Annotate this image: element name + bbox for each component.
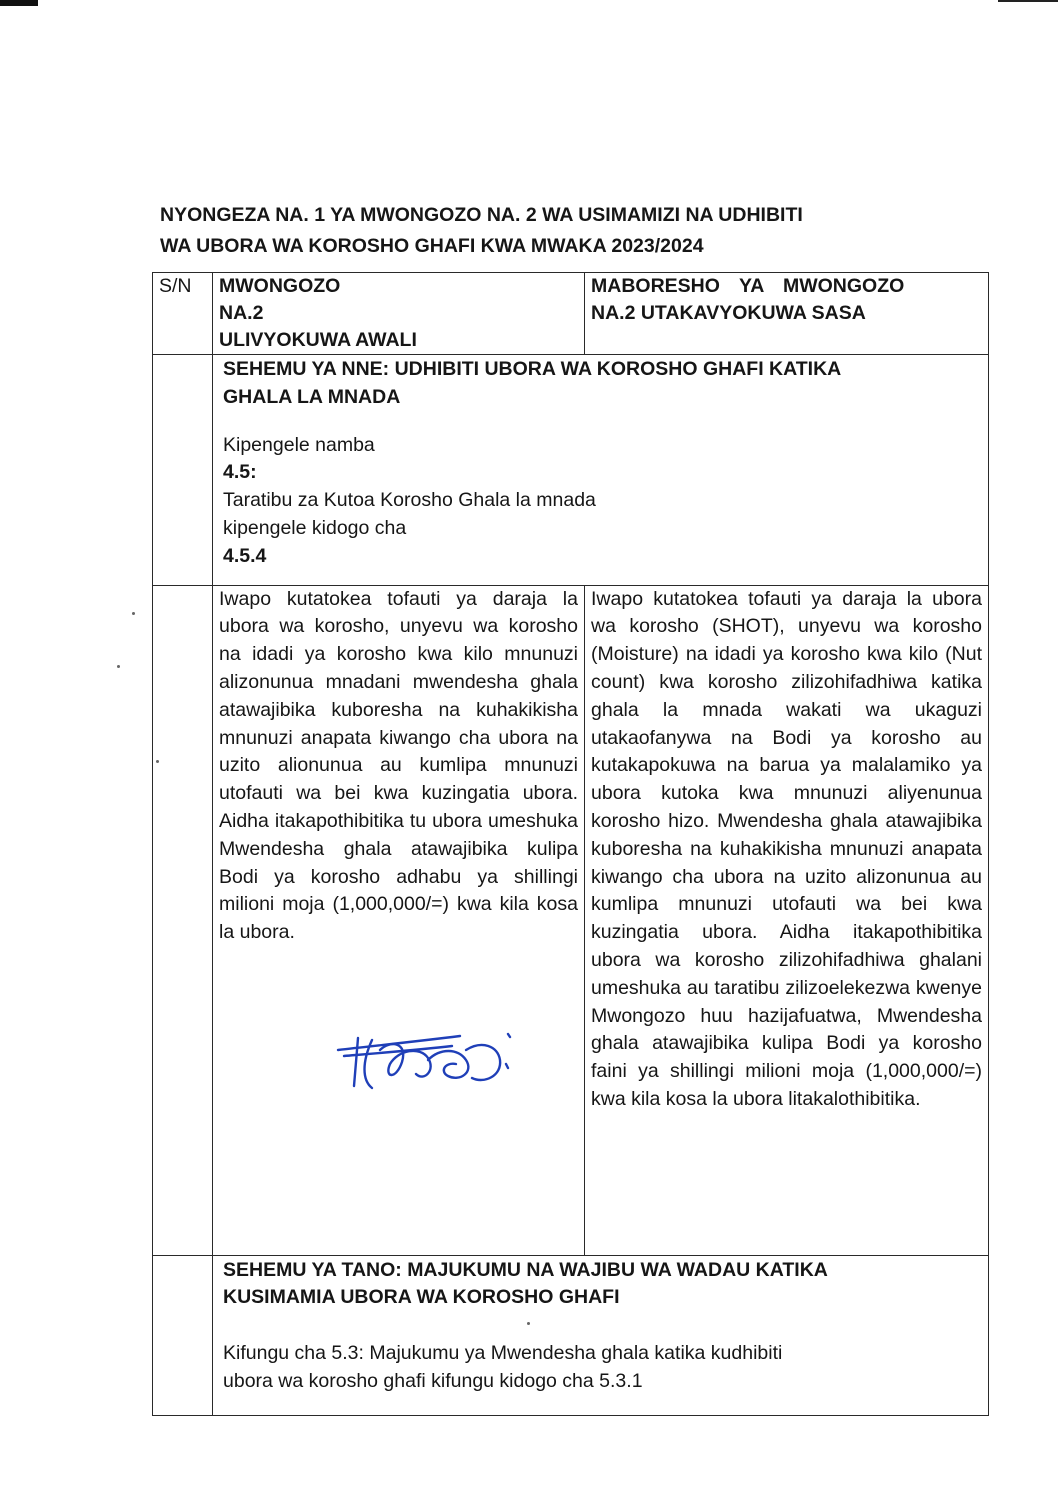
document-title bbox=[160, 200, 990, 262]
header-col1-line1-right: NA.2 bbox=[219, 302, 264, 324]
original-text-cell: Iwapo kutatokea tofauti ya daraja la ubora wa korosho, unyevu wa korosho na idadi ya korosho kwa kilo mnunuzi alizonunua mnadani mwendesha ghala atawajibika kuboresha na kuhakikisha mnunuzi anapata kiwango cha ubora na uzito alionunua au kumlipa mnunuzi utofauti wa bei kwa kuzingatia ubora. Aidha itakapothibitika tu ubora umeshuka Mwendesha ghala atawajibika kulipa Bodi ya korosho adhabu ya shillingi milioni moja (1,000,000/=) kwa kila kosa la ubora. bbox=[213, 585, 585, 1255]
section-5-sn-cell bbox=[153, 1255, 213, 1415]
scan-speck bbox=[132, 612, 135, 615]
section-4-sn-cell bbox=[153, 355, 213, 586]
section-4-sub-mid: Taratibu za Kutoa Korosho Ghala la mnada bbox=[223, 489, 596, 512]
section-4-title-line1: SEHEMU YA NNE: UDHIBITI UBORA WA KOROSHO GHAFI KATIKA bbox=[223, 358, 842, 380]
header-col2-line2: NA.2 UTAKAVYOKUWA SASA bbox=[591, 302, 866, 324]
comparison-sn-cell bbox=[153, 585, 213, 1255]
scan-speck bbox=[156, 760, 159, 763]
section-4-row bbox=[153, 355, 989, 586]
section-4-title-line2: GHALA LA MNADA bbox=[223, 385, 401, 408]
scan-speck bbox=[527, 1322, 530, 1325]
section-5-subtitle bbox=[223, 1340, 982, 1396]
table-header-row bbox=[153, 273, 989, 355]
section-4-sub-num2: 4.5.4 bbox=[223, 544, 267, 567]
scan-speck bbox=[117, 665, 120, 668]
title-line-2: WA UBORA WA KOROSHO GHAFI KWA MWAKA 2023/2024 bbox=[160, 235, 704, 257]
header-amended-guideline bbox=[585, 273, 989, 355]
section-5-sub-line1: Kifungu cha 5.3: Majukumu ya Mwendesha ghala katika kudhibiti bbox=[223, 1342, 783, 1365]
comparison-row bbox=[153, 585, 989, 1255]
section-4-sub-line2-prefix: kipengele kidogo cha bbox=[223, 516, 407, 539]
section-4-subtitle bbox=[223, 432, 982, 571]
section-5-title bbox=[223, 1257, 982, 1313]
section-5-cell bbox=[213, 1255, 989, 1415]
section-5-title-line2: KUSIMAMIA UBORA WA KOROSHO GHAFI bbox=[223, 1286, 620, 1309]
header-sn: S/N bbox=[153, 273, 213, 355]
section-4-sub-prefix: Kipengele namba bbox=[223, 433, 375, 456]
header-col2-line1: MABORESHO YA MWONGOZO bbox=[591, 275, 905, 297]
header-col1-line2: ULIVYOKUWA AWALI bbox=[219, 329, 417, 351]
section-4-cell bbox=[213, 355, 989, 586]
scan-edge-mark bbox=[998, 0, 1058, 2]
header-col1-line1-left: MWONGOZO bbox=[219, 275, 341, 297]
section-5-sub-line2: ubora wa korosho ghafi kifungu kidogo cha 5.3.1 bbox=[223, 1369, 643, 1392]
amended-text-cell: Iwapo kutatokea tofauti ya daraja la ubora wa korosho (SHOT), unyevu wa korosho (Moisture) na idadi ya korosho kwa kilo (Nut count) kwa korosho zilizohifadhiwa katika ghala la mnada wakati wa ukaguzi utakaofanywa na Bodi ya korosho au kutakapokuwa na barua ya malalamiko ya ubora kutoka kwa mnunuzi aliyenunua korosho hizo. Mwendesha ghala atawajibika kuboresha na kuhakikisha mnunuzi anapata kiwango cha ubora na uzito alizonunua au kumlipa mnunuzi utofauti wa bei kwa kuzingatia ubora. Aidha itakapothibitika ubora wa korosho zilizohifadhiwa ghalani umeshuka au taratibu zilizoelekezwa kwenye Mwongozo huu hazijafuatwa, Mwendesha ghala atawajibika kulipa Bodi ya korosho faini ya shillingi milioni moja (1,000,000/=) kwa kila kosa la ubora litakalothibitika. bbox=[585, 585, 989, 1255]
handwritten-signature bbox=[332, 1020, 522, 1100]
guideline-comparison-table bbox=[152, 272, 989, 1416]
section-5-row bbox=[153, 1255, 989, 1415]
section-5-title-line1: SEHEMU YA TANO: MAJUKUMU NA WAJIBU WA WADAU KATIKA bbox=[223, 1258, 828, 1281]
title-line-1: NYONGEZA NA. 1 YA MWONGOZO NA. 2 WA USIMAMIZI NA UDHIBITI bbox=[160, 204, 803, 226]
section-4-title bbox=[223, 356, 982, 412]
header-original-guideline bbox=[213, 273, 585, 355]
scan-corner-mark bbox=[0, 0, 38, 6]
section-4-sub-num1: 4.5: bbox=[223, 461, 257, 484]
